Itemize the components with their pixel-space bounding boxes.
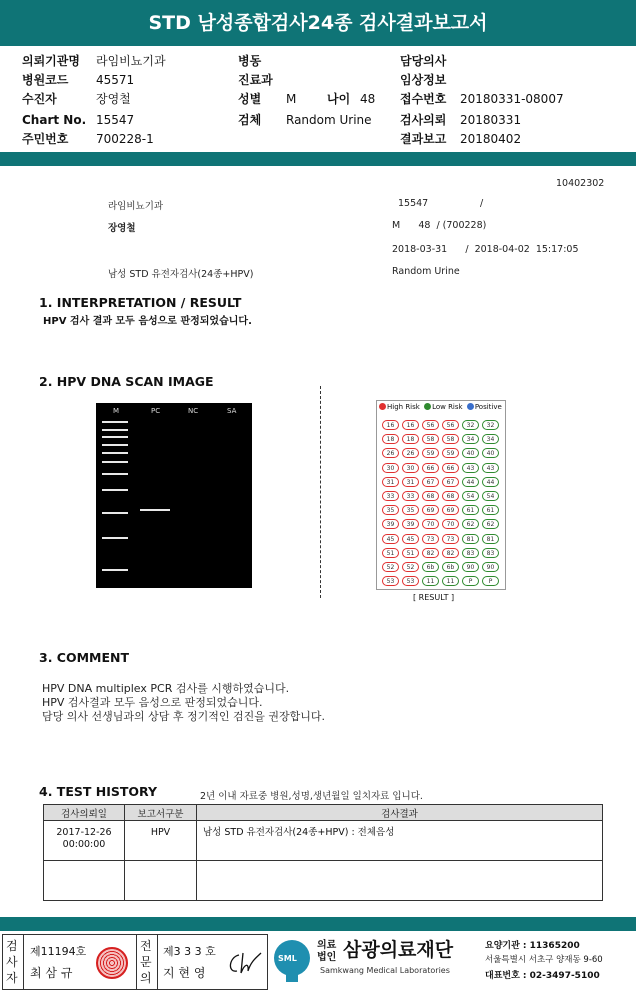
value-age: 48	[360, 92, 376, 106]
signature-box	[2, 934, 268, 990]
examiner-name: 최 삼 규	[30, 966, 73, 980]
value-specimen: Random Urine	[286, 113, 372, 127]
interpretation-text: HPV 검사 결과 모두 음성으로 판정되었습니다.	[43, 316, 252, 327]
comment-block	[42, 682, 602, 724]
hpv-type-cell: 6b	[442, 562, 459, 572]
gel-electrophoresis-image	[96, 403, 252, 588]
summary-dates: 2018-03-31 / 2018-04-02 15:17:05	[392, 244, 579, 255]
marker-band	[102, 421, 128, 423]
hpv-type-cell: 34	[482, 434, 499, 444]
marker-band	[102, 537, 128, 539]
value-sex: M	[286, 92, 297, 106]
value-hospital-code: 45571	[96, 73, 135, 87]
org-address: 서울특별시 서초구 양재동 9-60	[485, 955, 603, 965]
hpv-type-cell: 53	[382, 576, 399, 586]
hpv-type-cell: 59	[422, 448, 439, 458]
high-risk-dot-icon	[379, 403, 386, 410]
marker-band	[102, 569, 128, 571]
label-report-date: 결과보고	[400, 132, 447, 146]
hpv-type-cell: 82	[442, 548, 459, 558]
marker-band	[102, 452, 128, 454]
hpv-type-cell: 52	[402, 562, 419, 572]
hpv-type-cell: 39	[382, 519, 399, 529]
history-time: 00:00:00	[62, 839, 106, 850]
value-patient: 장영철	[96, 92, 131, 106]
label-hospital-code: 병원코드	[22, 73, 69, 87]
label-department: 진료과	[238, 73, 273, 87]
label-receipt-no: 접수번호	[400, 92, 447, 106]
legend-high: High Risk	[387, 403, 420, 411]
marker-band	[102, 461, 128, 463]
history-type: HPV	[125, 821, 197, 861]
hpv-type-cell: 35	[382, 505, 399, 515]
hpv-type-cell: 70	[442, 519, 459, 529]
org-english-name: Samkwang Medical Laboratories	[320, 966, 450, 975]
hpv-result-grid	[376, 400, 506, 590]
low-risk-dot-icon	[424, 403, 431, 410]
reviewer-number: 제3 3 3 호	[163, 945, 216, 958]
hpv-type-cell: 30	[402, 463, 419, 473]
hpv-type-cell: 56	[442, 420, 459, 430]
hpv-type-cell: 31	[402, 477, 419, 487]
positive-dot-icon	[467, 403, 474, 410]
hpv-type-cell: 31	[382, 477, 399, 487]
hpv-type-cell: 44	[462, 477, 479, 487]
header-result: 검사결과	[197, 805, 603, 821]
sig-divider	[136, 935, 137, 989]
label-request-date: 검사의뢰	[400, 113, 447, 127]
table-row	[44, 861, 603, 901]
footer-separator	[0, 917, 636, 931]
hpv-type-cell: 70	[422, 519, 439, 529]
empty-cell	[197, 861, 603, 901]
org-phone: 대표번호 : 02-3497-5100	[485, 971, 600, 981]
hpv-type-cell: 54	[482, 491, 499, 501]
history-date-cell	[44, 821, 125, 861]
report-title: STD 남성종합검사24종 검사결과보고서	[0, 0, 636, 46]
org-type: 의료법인	[317, 940, 337, 963]
label-patient: 수진자	[22, 92, 57, 106]
label-age: 나이	[327, 92, 351, 106]
hpv-type-cell: 58	[442, 434, 459, 444]
summary-chart: 15547	[398, 198, 429, 209]
hpv-type-cell: 51	[382, 548, 399, 558]
hpv-type-cell: 45	[382, 534, 399, 544]
hpv-type-cell: 26	[402, 448, 419, 458]
hpv-type-cell: 83	[482, 548, 499, 558]
pc-band	[140, 509, 170, 511]
hpv-type-cell: 81	[482, 534, 499, 544]
examiner-label: 검사자	[6, 939, 18, 985]
report-code: 10402302	[556, 178, 605, 189]
reviewer-name: 지 현 영	[163, 966, 206, 980]
hpv-type-cell: 66	[442, 463, 459, 473]
hpv-type-cell: 66	[422, 463, 439, 473]
header-request-date: 검사의뢰일	[44, 805, 125, 821]
hpv-type-cell: 54	[462, 491, 479, 501]
signature-icon	[225, 949, 263, 979]
hpv-type-cell: 11	[422, 576, 439, 586]
hpv-type-cell: 69	[422, 505, 439, 515]
hpv-type-cell: 68	[422, 491, 439, 501]
hpv-type-cell: P	[482, 576, 499, 586]
comment-line: HPV 검사결과 모두 음성으로 판정되었습니다.	[42, 696, 263, 709]
header-report-type: 보고서구분	[125, 805, 197, 821]
comment-line: 담당 의사 선생님과의 상담 후 정기적인 검진을 권장합니다.	[42, 710, 325, 723]
value-clinic: 라임비뇨기과	[96, 54, 166, 68]
hpv-type-cell: 26	[382, 448, 399, 458]
section-scan-image-title: 2. HPV DNA SCAN IMAGE	[39, 374, 214, 389]
hpv-type-cell: 40	[462, 448, 479, 458]
hpv-type-cell: 51	[402, 548, 419, 558]
label-specimen: 검체	[238, 113, 262, 127]
value-resident-no: 700228-1	[96, 132, 154, 146]
legend-positive: Positive	[474, 403, 502, 411]
hpv-type-cell: 83	[462, 548, 479, 558]
org-name: 삼광의료재단	[343, 939, 454, 961]
examiner-number: 제11194호	[30, 945, 87, 958]
sig-divider	[157, 935, 158, 989]
label-clinic: 의뢰기관명	[22, 54, 80, 68]
value-report-date: 20180402	[460, 132, 522, 146]
label-resident-no: 주민번호	[22, 132, 69, 146]
table-header-row	[44, 805, 603, 821]
official-seal-icon	[96, 947, 128, 979]
marker-band	[102, 444, 128, 446]
hpv-type-cell: 43	[462, 463, 479, 473]
hpv-type-cell: P	[462, 576, 479, 586]
value-request-date: 20180331	[460, 113, 522, 127]
hpv-type-cell: 56	[422, 420, 439, 430]
org-logo	[270, 936, 314, 988]
summary-clinic: 라임비뇨기과	[108, 201, 164, 212]
hpv-type-cell: 16	[382, 420, 399, 430]
hpv-type-cell: 81	[462, 534, 479, 544]
hpv-type-cell: 33	[382, 491, 399, 501]
label-sex: 성별	[238, 92, 262, 106]
reviewer-label: 전문의	[140, 939, 152, 985]
comment-line: HPV DNA multiplex PCR 검사를 시행하였습니다.	[42, 682, 290, 695]
hpv-type-cell: 67	[442, 477, 459, 487]
summary-specimen: Random Urine	[392, 266, 460, 277]
hpv-type-cell: 53	[402, 576, 419, 586]
summary-sex-age: M 48 / (700228)	[392, 220, 487, 231]
summary-patient: 장영철	[108, 223, 136, 234]
hpv-type-cell: 73	[422, 534, 439, 544]
hpv-type-cell: 90	[462, 562, 479, 572]
hpv-type-cell: 6b	[422, 562, 439, 572]
history-result: 남성 STD 유전자검사(24종+HPV) : 전체음성	[197, 821, 603, 861]
hpv-type-cell: 16	[402, 420, 419, 430]
hpv-type-cell: 18	[382, 434, 399, 444]
marker-band	[102, 512, 128, 514]
hpv-type-cell: 69	[442, 505, 459, 515]
summary-test-name: 남성 STD 유전자검사(24종+HPV)	[108, 269, 254, 280]
grid-legend	[379, 403, 502, 411]
marker-band	[102, 489, 128, 491]
gel-lane-label: M	[113, 407, 120, 415]
hpv-type-cell: 52	[382, 562, 399, 572]
section-interpretation-title: 1. INTERPRETATION / RESULT	[39, 295, 242, 310]
hpv-type-cell: 34	[462, 434, 479, 444]
hpv-type-cell: 33	[402, 491, 419, 501]
hpv-type-cell: 90	[482, 562, 499, 572]
label-doctor: 담당의사	[400, 54, 447, 68]
hpv-type-cell: 62	[462, 519, 479, 529]
marker-band	[102, 429, 128, 431]
gel-lane-label: NC	[188, 407, 199, 415]
sig-divider	[23, 935, 24, 989]
label-clinical-info: 임상정보	[400, 73, 447, 87]
hpv-type-cell: 43	[482, 463, 499, 473]
test-history-table	[43, 804, 603, 901]
test-history-note: 2년 이내 자료중 병원,성명,생년월일 일치자료 입니다.	[200, 791, 423, 802]
hpv-type-cell: 68	[442, 491, 459, 501]
hpv-type-cell: 73	[442, 534, 459, 544]
value-receipt-no: 20180331-08007	[460, 92, 564, 106]
hpv-type-cell: 62	[482, 519, 499, 529]
empty-cell	[125, 861, 197, 901]
hpv-type-cell: 18	[402, 434, 419, 444]
label-chart-no: Chart No.	[22, 113, 87, 127]
hpv-type-cell: 61	[462, 505, 479, 515]
hpv-type-cell: 59	[442, 448, 459, 458]
table-row	[44, 821, 603, 861]
section-comment-title: 3. COMMENT	[39, 650, 130, 665]
hpv-type-cell: 45	[402, 534, 419, 544]
hpv-type-cell: 44	[482, 477, 499, 487]
value-chart-no: 15547	[96, 113, 135, 127]
image-divider	[320, 386, 321, 598]
hpv-type-cell: 82	[422, 548, 439, 558]
result-label: [ RESULT ]	[413, 593, 455, 602]
hpv-type-cell: 61	[482, 505, 499, 515]
hpv-type-cell: 35	[402, 505, 419, 515]
label-ward: 병동	[238, 54, 262, 68]
hpv-type-cell: 39	[402, 519, 419, 529]
hpv-type-cell: 32	[482, 420, 499, 430]
logo-stem	[286, 970, 298, 982]
header-info	[0, 52, 636, 152]
care-institution-code: 요양기관 : 11365200	[485, 941, 580, 951]
marker-band	[102, 473, 128, 475]
history-date: 2017-12-26	[56, 827, 112, 838]
gel-lane-label: SA	[227, 407, 237, 415]
hpv-type-cell: 30	[382, 463, 399, 473]
hpv-type-cell: 40	[482, 448, 499, 458]
header-separator	[0, 152, 636, 166]
hpv-type-cell: 11	[442, 576, 459, 586]
section-test-history-title: 4. TEST HISTORY	[39, 784, 158, 799]
empty-cell	[44, 861, 125, 901]
marker-band	[102, 436, 128, 438]
logo-text: SML	[278, 954, 297, 963]
hpv-type-cell: 67	[422, 477, 439, 487]
hpv-type-cell: 58	[422, 434, 439, 444]
legend-low: Low Risk	[432, 403, 463, 411]
hpv-type-cell: 32	[462, 420, 479, 430]
gel-lane-label: PC	[151, 407, 161, 415]
summary-slash: /	[480, 198, 484, 209]
